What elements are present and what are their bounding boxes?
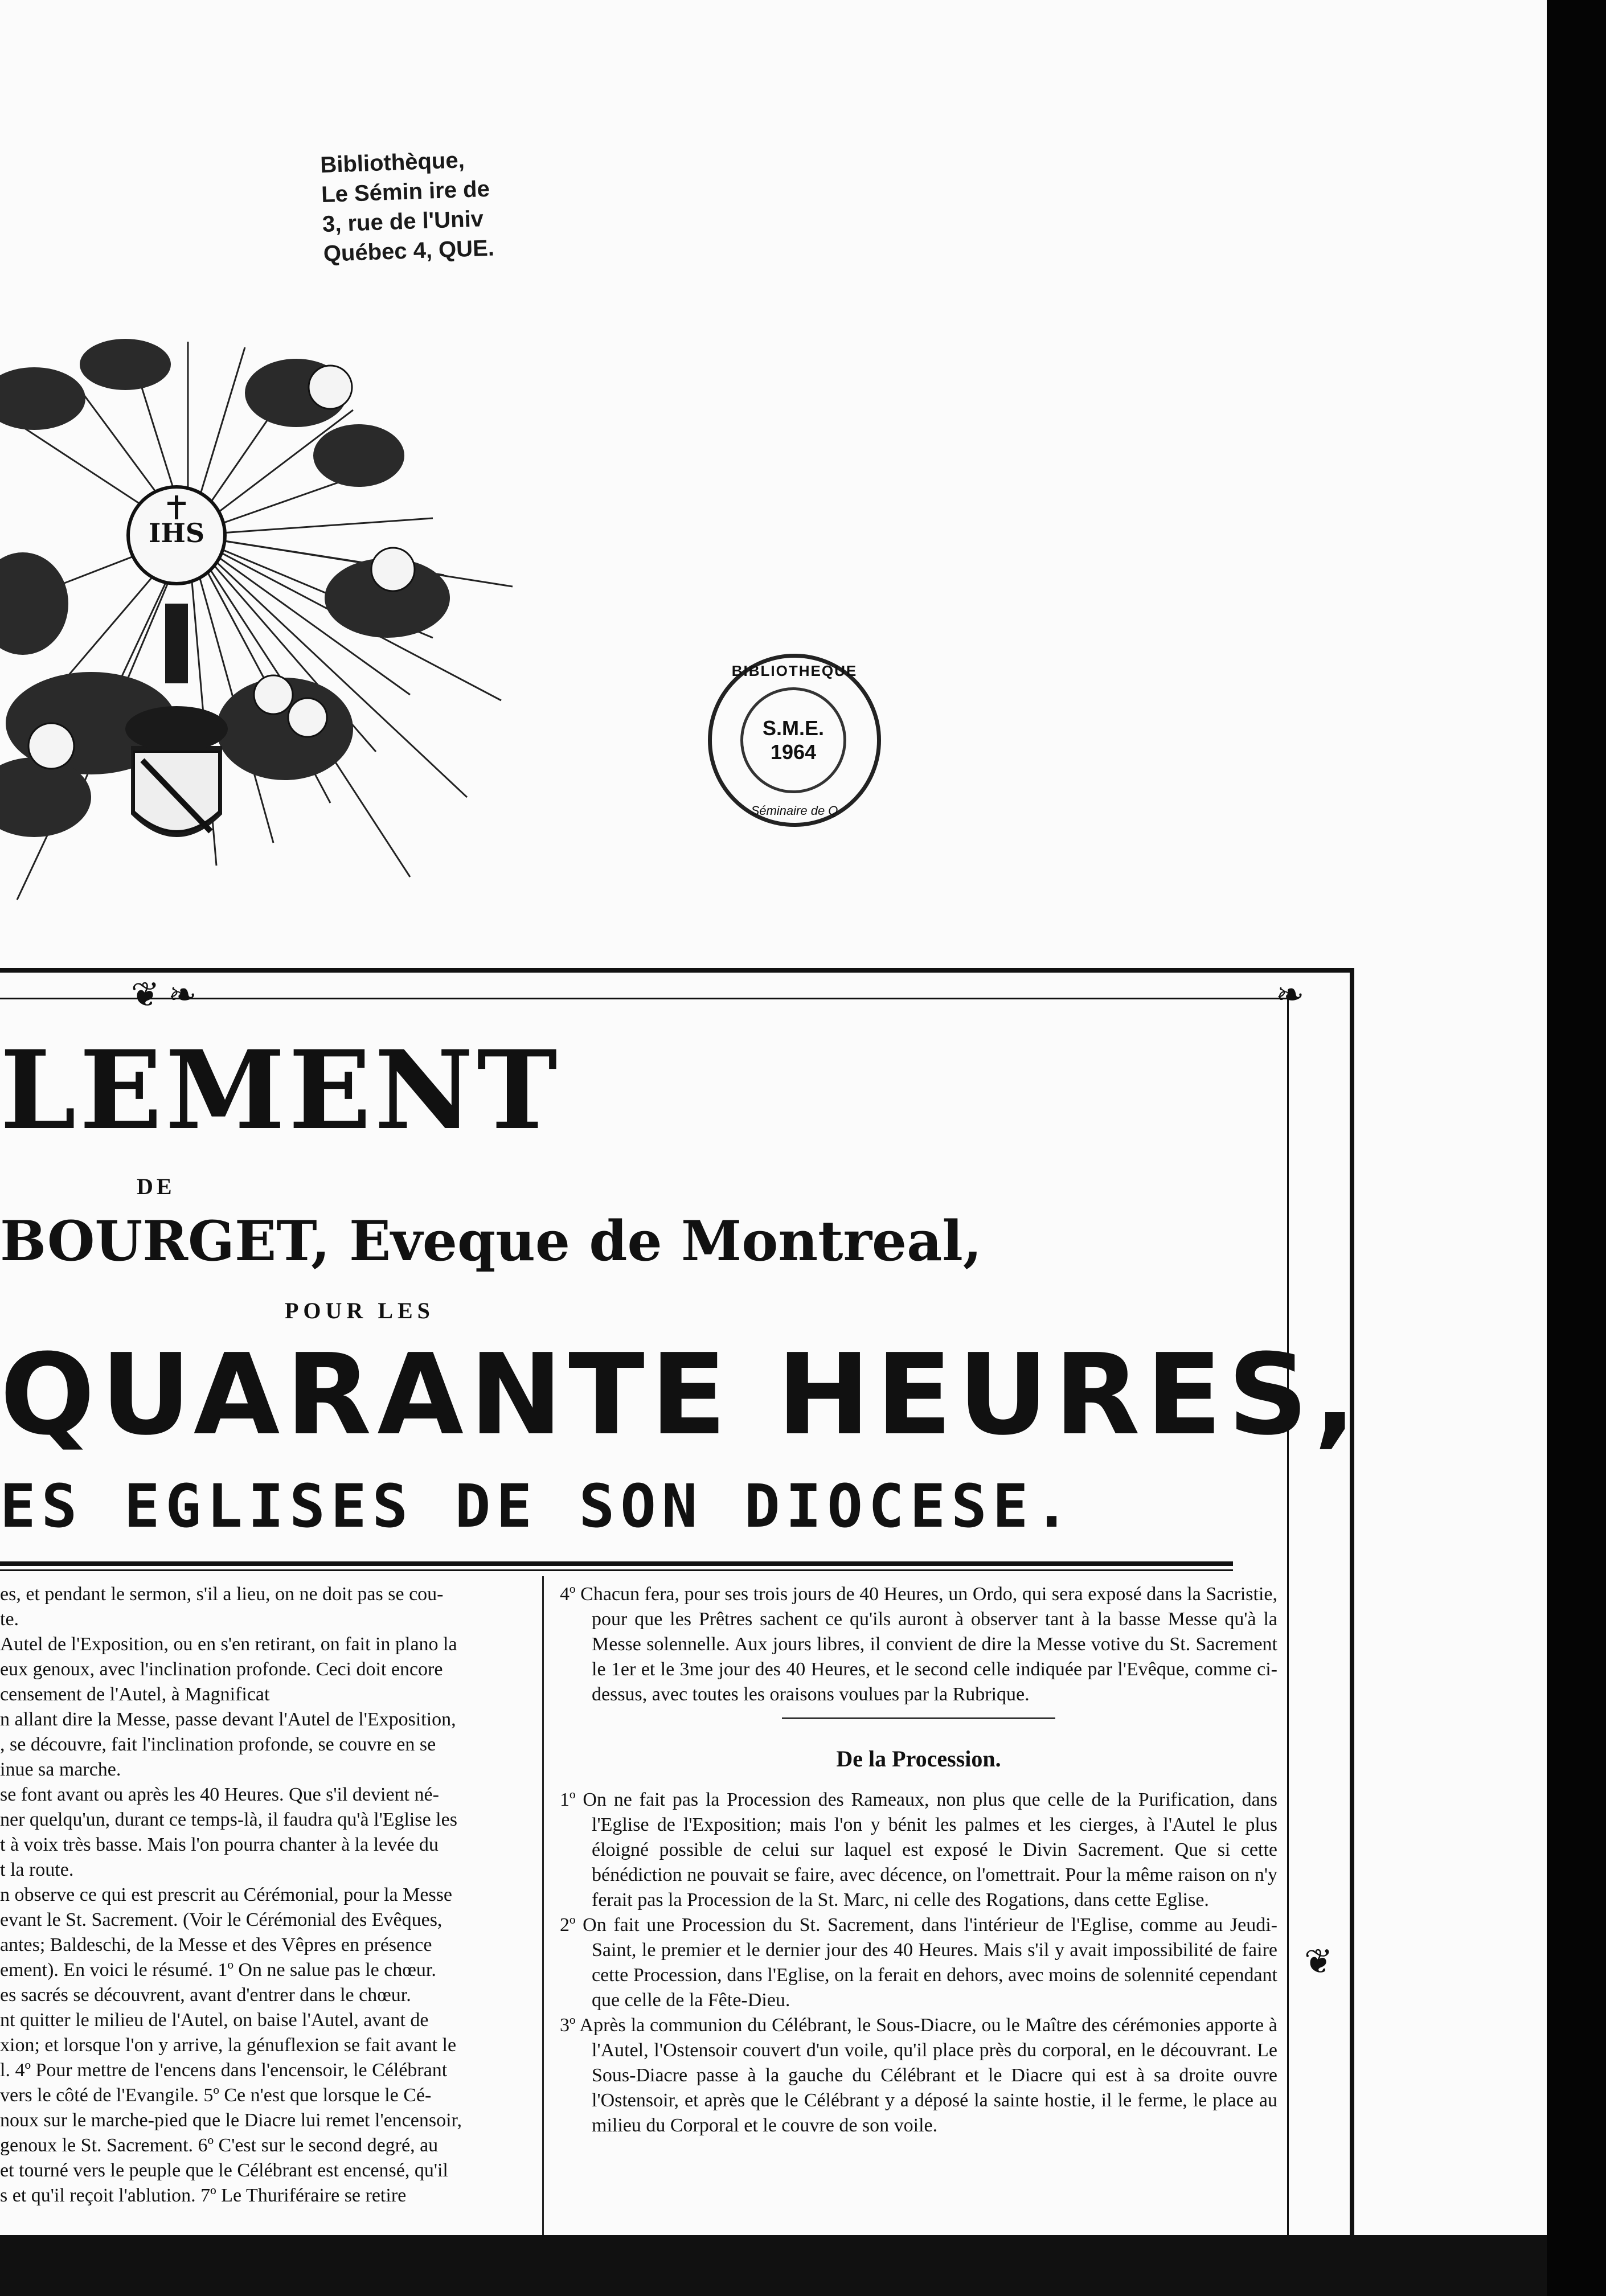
scroll-ornament-icon: ❦ ❧	[131, 976, 197, 1014]
left-column-line: et tourné vers le peuple que le Célébrant est encensé, qu'il	[0, 2160, 448, 2181]
heading-rule-thin	[0, 1569, 1233, 1571]
item-4-paragraph: 4º Chacun fera, pour ses trois jours de 40 Heures, un Ordo, qui sera exposé dans la Sacristie, pour que les Prêtres sachent ce qu'ils auront à observer tant à la basse Messe qu'à la Messe solennelle. Aux jours libres, il convient de dire la Messe votive du St. Sacrement le 1er et le 3me jour des 40 Heures, et le second celle indiquée par l'Evêque, comme ci-dessus, avec toutes les oraisons voulues par la Rubrique.	[560, 1584, 1277, 1705]
stamp-center-code: S.M.E.	[762, 716, 825, 740]
stamp-bottom-text: Séminaire de Q	[751, 803, 838, 818]
left-column-line: xion; et lorsque l'on y arrive, la génuflexion se fait avant le	[0, 2035, 457, 2056]
left-text-column	[0, 1582, 527, 2208]
procession-paragraph-2: 2º On fait une Procession du St. Sacrement, dans l'intérieur de l'Eglise, comme au Jeudi-Saint, le premier et le dernier jour des 40 Heures. Mais s'il y avait impossibilité de faire cette Procession, dans l'Eglise, on la ferait en dehors, avec moins de solennité cependant que celle de la Fête-Dieu.	[560, 1914, 1277, 2011]
bishop-line: BOURGET, Eveque de Montreal,	[0, 1209, 982, 1273]
side-ornament-icon: ❦	[1304, 1943, 1333, 1981]
library-stamp-line: 3, rue de l'Univ	[322, 206, 484, 237]
left-column-line: te.	[0, 1609, 19, 1630]
left-column-line: noux sur le marche-pied que le Diacre lui remet l'encensoir,	[0, 2110, 462, 2131]
diocese-subheading: ES EGLISES DE SON DIOCESE.	[0, 1471, 1075, 1541]
ihs-monogram: IHS	[148, 518, 205, 548]
ihs-glory-emblem	[0, 330, 535, 945]
library-stamp-line: Québec 4, QUE.	[323, 235, 495, 267]
library-stamp-line: Le Sémin ire de	[321, 176, 490, 208]
left-column-line: inue sa marche.	[0, 1759, 121, 1780]
left-column-line: ner quelqu'un, durant ce temps-là, il faudra qu'à l'Eglise les	[0, 1809, 457, 1830]
circular-library-stamp	[708, 654, 881, 827]
section-divider	[782, 1717, 1055, 1719]
left-column-line: evant le St. Sacrement. (Voir le Cérémonial des Evêques,	[0, 1909, 443, 1930]
title-connector-de: DE	[137, 1174, 175, 1199]
scan-edge-bottom	[0, 2235, 1547, 2296]
left-column-line: s et qu'il reçoit l'ablution. 7º Le Thuriféraire se retire	[0, 2185, 407, 2206]
document-title: LEMENT	[0, 1027, 561, 1154]
left-column-line: se font avant ou après les 40 Heures. Que s'il devient né-	[0, 1784, 439, 1805]
title-connector-pour: POUR LES	[285, 1298, 435, 1323]
left-column-line: t la route.	[0, 1859, 74, 1880]
left-column-line: vers le côté de l'Evangile. 5º Ce n'est que lorsque le Cé-	[0, 2085, 432, 2106]
section-heading-procession: De la Procession.	[836, 1746, 1001, 1772]
left-column-line: l. 4º Pour mettre de l'encens dans l'encensoir, le Célébrant	[0, 2060, 448, 2081]
quarante-heures-heading: QUARANTE HEURES,	[0, 1330, 1362, 1460]
stamp-top-text: BIBLIOTHEQUE	[731, 662, 858, 679]
library-stamp	[320, 140, 620, 269]
left-column-line: , se découvre, fait l'inclination profonde, se couvre en se	[0, 1734, 436, 1755]
left-column-line: t à voix très basse. Mais l'on pourra chanter à la levée du	[0, 1834, 439, 1855]
stamp-center-year: 1964	[770, 740, 817, 764]
right-text-column	[560, 1582, 1277, 2138]
heading-rule-thick	[0, 1561, 1233, 1566]
library-stamp-line: Bibliothèque,	[319, 147, 465, 178]
column-separator	[542, 1576, 544, 2237]
left-column-line: n allant dire la Messe, passe devant l'Autel de l'Exposition,	[0, 1709, 456, 1730]
left-column-line: es sacrés se découvrent, avant d'entrer dans le chœur.	[0, 1985, 411, 2006]
stamp-center	[740, 687, 846, 793]
scan-edge-right	[1547, 0, 1606, 2296]
left-column-line: censement de l'Autel, à Magnificat	[0, 1684, 270, 1705]
procession-paragraph-3: 3º Après la communion du Célébrant, le Sous-Diacre, ou le Maître des cérémonies apporte à l'Autel, l'Ostensoir couvert d'un voile, qu'il place près du corporal, en le découvrant. Le Sous-Diacre passe à la gauche du Célébrant et le Diacre qui est à sa droite ouvre l'Ostensoir, et après que le Célébrant y a déposé la sainte hostie, il le ferme, le place au milieu du Corporal et le couvre de son voile.	[560, 2015, 1277, 2136]
left-column-line: genoux le St. Sacrement. 6º C'est sur le second degré, au	[0, 2135, 439, 2156]
corner-ornament-icon: ❧	[1276, 976, 1305, 1014]
procession-paragraph-1: 1º On ne fait pas la Procession des Rameaux, non plus que celle de la Purification, dans l'Eglise de l'Exposition; mais l'on y bénit les palmes et les cierges, à l'Autel le plus éloigné possible de celui sur laquel est exposé le Divin Sacrement. Que si cette bénédiction ne pouvait se faire, avec décence, on l'omettrait. Pour la même raison on n'y ferait pas la Procession de la St. Marc, ni celle des Rogations, dans cette Eglise.	[560, 1789, 1277, 1910]
left-column-line: Autel de l'Exposition, ou en s'en retirant, on fait in plano la	[0, 1634, 457, 1655]
left-column-line: nt quitter le milieu de l'Autel, on baise l'Autel, avant de	[0, 2010, 429, 2031]
left-column-line: antes; Baldeschi, de la Messe et des Vêpres en présence	[0, 1934, 432, 1955]
left-column-line: ement). En voici le résumé. 1º On ne salue pas le chœur.	[0, 1959, 436, 1981]
left-column-line: eux genoux, avec l'inclination profonde. Ceci doit encore	[0, 1659, 443, 1680]
left-column-line: es, et pendant le sermon, s'il a lieu, on ne doit pas se cou-	[0, 1584, 444, 1605]
left-column-line: n observe ce qui est prescrit au Cérémonial, pour la Messe	[0, 1884, 453, 1905]
